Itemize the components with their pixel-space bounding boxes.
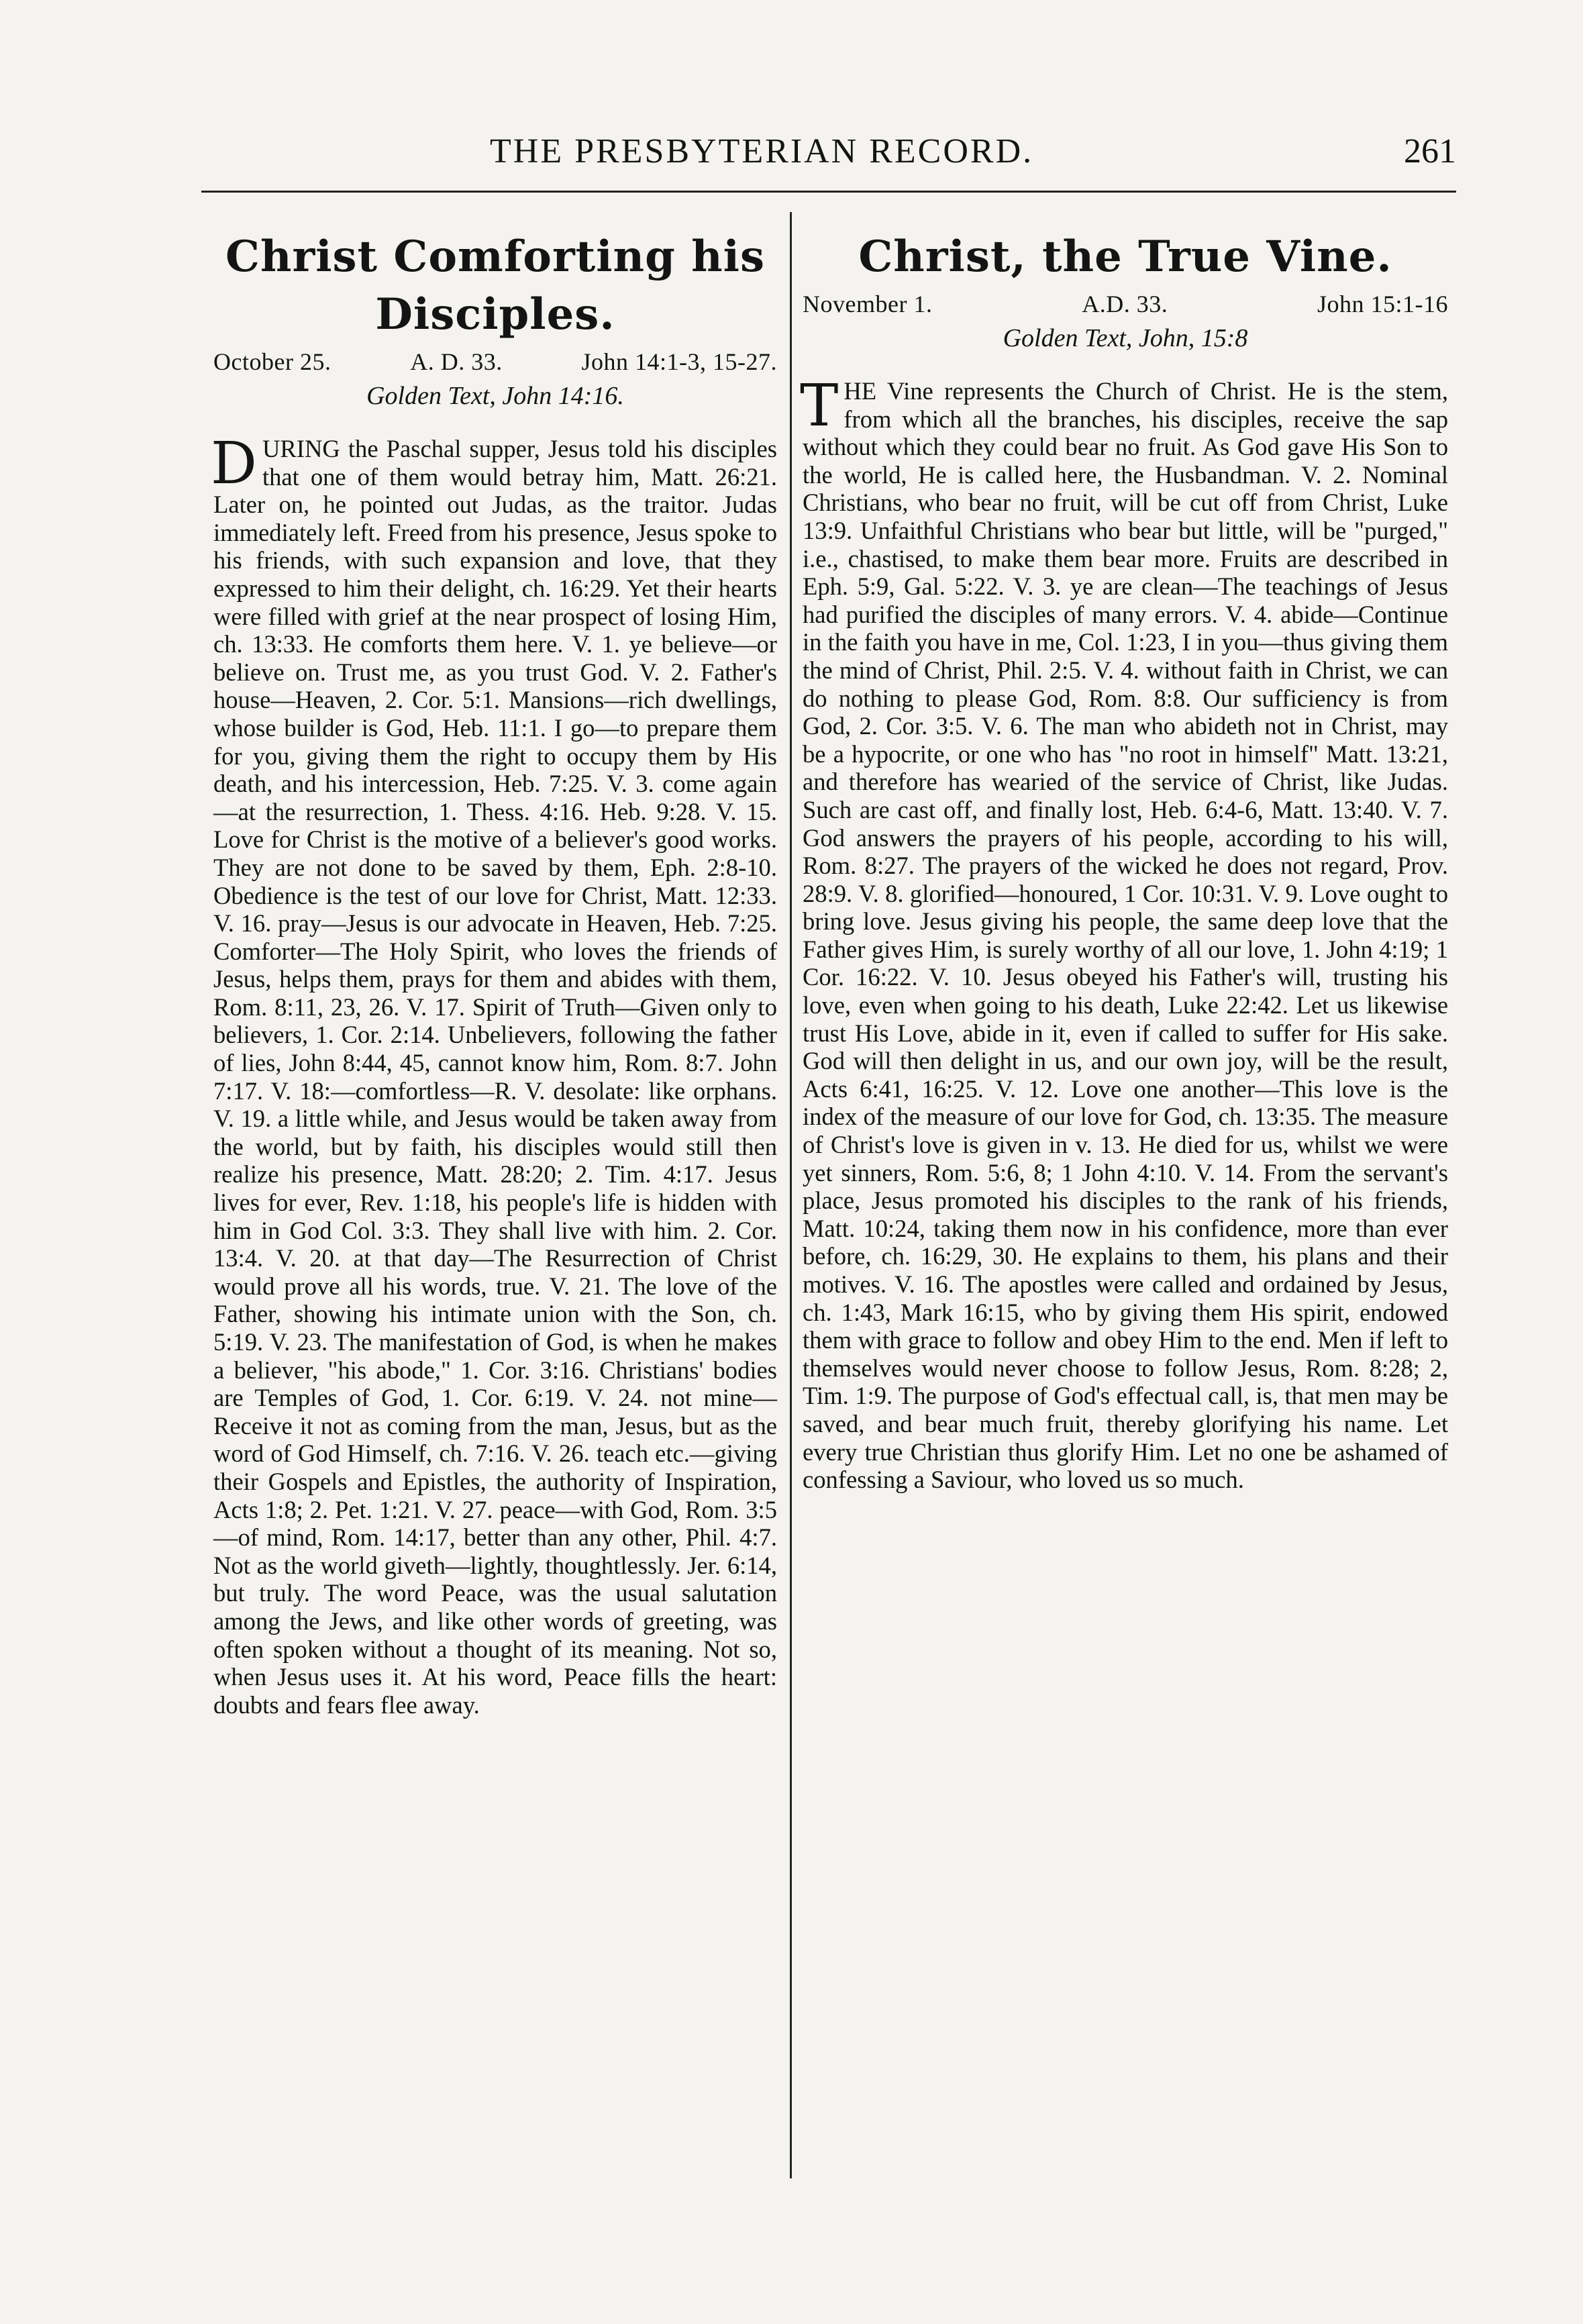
header-rule — [201, 191, 1456, 193]
lesson-reference: John 15:1-16 — [1317, 291, 1448, 317]
lesson-body-text: HE Vine represents the Church of Christ. He is the stem, from which all the branches, his disciples, receive the sap without which they could bear no fruit. As God gave His Son to the world, He is called here, the Husbandman. V. 2. Nominal Christians, who bear no fruit, will be cut off from Christ, Luke 13:9. Unfaithful Christians who bear but little, will be "purged," i.e., chastised, to make them bear more. Fruits are described in Eph. 5:9, Gal. 5:22. V. 3. ye are clean—The teachings of Jesus had purified the disciples of many errors. V. 4. abide—Continue in the faith you have in me, Col. 1:23, I in you—thus giving them the mind of Christ, Phil. 2:5. V. 4. without faith in Christ, we can do nothing to please God, Rom. 8:8. Our sufficiency is from God, 2. Cor. 3:5. V. 6. The man who abideth not in Christ, may be a hypocrite, or one who has "no root in himself" Matt. 13:21, and therefore has wearied of the service of Christ, like Judas. Such are cast off, and finally lost, Heb. 6:4-6, Matt. 13:40. V. 7. God answers the prayers of his people, according to his will, Rom. 8:27. The prayers of the wicked he does not regard, Prov. 28:9. V. 8. glorified—honoured, 1 Cor. 10:31. V. 9. Love ought to bring love. Jesus giving his people, the same deep love that the Father gives Him, is surely worthy of all our love, 1. John 4:19; 1 Cor. 16:22. V. 10. Jesus obeyed his Father's will, trusting his love, even when going to his death, Luke 22:42. Let us likewise trust His Love, abide in it, even if called to suffer for His sake. God will then delight in us, and our own joy, will be the result, Acts 6:41, 16:25. V. 12. Love one another—This love is the index of the measure of our love for God, ch. 13:35. The measure of Christ's love is given in v. 13. He died for us, whilst we were yet sinners, Rom. 5:6, 8; 1 John 4:10. V. 14. From the servant's place, Jesus promoted his disciples to the rank of his friends, Matt. 10:24, taking them now in his confidence, more than ever before, ch. 16:29, 30. He explains to them, his plans and their motives. V. 16. The apostles were called and ordained by Jesus, ch. 1:43, Mark 16:15, who by giving them His spirit, endowed them with grace to follow and obey Him to the end. Men if left to themselves would never choose to follow Jesus, Rom. 8:28; 2, Tim. 1:9. The purpose of God's effectual call, is, that men may be saved, and bear much fruit, thereby glorifying his name. Let every true Christian thus glorify Him. Let no one be ashamed of confessing a Saviour, who loved us so much. — [803, 377, 1448, 1494]
lesson-meta — [803, 289, 1448, 319]
lesson-column-right — [800, 228, 1448, 1494]
drop-cap: D — [211, 430, 257, 497]
lesson-body-text: URING the Paschal supper, Jesus told his disciples that one of them would betray him, Matt. 26:21. Later on, he pointed out Judas, as the traitor. Judas immediately left. Freed from his presence, Jesus spoke to his friends, with such expansion and love, that they expressed to him their delight, ch. 16:29. Yet their hearts were filled with grief at the near prospect of losing Him, ch. 13:33. He comforts them here. V. 1. ye believe—or believe on. Trust me, as you trust God. V. 2. Father's house—Heaven, 2. Cor. 5:1. Mansions—rich dwellings, whose builder is God, Heb. 11:1. I go—to prepare them for you, giving them the right to occupy them by His death, and his intercession, Heb. 7:25. V. 3. come again—at the resurrection, 1. Thess. 4:16. Heb. 9:28. V. 15. Love for Christ is the motive of a believer's good works. They are not done to be saved by them, Eph. 2:8-10. Obedience is the test of our love for Christ, Matt. 12:33. V. 16. pray—Jesus is our advocate in Heaven, Heb. 7:25. Comforter—The Holy Spirit, who loves the friends of Jesus, helps them, prays for them and abides with them, Rom. 8:11, 23, 26. V. 17. Spirit of Truth—Given only to believers, 1. Cor. 2:14. Unbelievers, following the father of lies, John 8:44, 45, cannot know him, Rom. 8:7. John 7:17. V. 18:—comfortless—R. V. desolate: like orphans. V. 19. a little while, and Jesus would be taken away from the world, but by faith, his disciples would still then realize his presence, Matt. 28:20; 2. Tim. 4:17. Jesus lives for ever, Rev. 1:18, his people's life is hidden with him in God Col. 3:3. They shall live with him. 2. Cor. 13:4. V. 20. at that day—The Resurrection of Christ would prove all his words, true. V. 21. The love of the Father, showing his intimate union with the Son, ch. 5:19. V. 23. The manifestation of God, is when he makes a believer, "his abode," 1. Cor. 3:16. Christians' bodies are Temples of God, 1. Cor. 6:19. V. 24. not mine—Receive it not as coming from the man, Jesus, but as the word of God Himself, ch. 7:16. V. 26. teach etc.—giving their Gospels and Epistles, the authority of Inspiration, Acts 1:8; 2. Pet. 1:21. V. 27. peace—with God, Rom. 3:5—of mind, Rom. 14:17, better than any other, Phil. 4:7. Not as the world giveth—lightly, thoughtlessly. Jer. 6:14, but truly. The word Peace, was the usual salutation among the Jews, and like other words of greeting, was often spoken without a thought of its meaning. Not so, when Jesus uses it. At his word, Peace fills the heart: doubts and fears flee away. — [213, 435, 777, 1719]
column-divider — [790, 212, 792, 2178]
lesson-column-left — [213, 228, 777, 1719]
lesson-body — [800, 372, 1448, 1494]
lesson-title: Christ Comforting his Disciples. — [225, 232, 765, 340]
golden-text: Golden Text, John, 15:8 — [1003, 324, 1248, 352]
lesson-reference: John 14:1-3, 15-27. — [581, 348, 777, 375]
lesson-meta — [213, 346, 777, 377]
lesson-title: Christ, the True Vine. — [858, 232, 1392, 282]
golden-text: Golden Text, John 14:16. — [366, 382, 624, 410]
lesson-date: October 25. — [213, 348, 331, 375]
running-head — [201, 132, 1456, 188]
lesson-date: November 1. — [803, 291, 933, 317]
lesson-year: A.D. 33. — [1082, 291, 1168, 317]
drop-cap: T — [800, 372, 839, 440]
lesson-year: A. D. 33. — [410, 348, 503, 375]
page-number: 261 — [1404, 132, 1456, 170]
journal-title: THE PRESBYTERIAN RECORD. — [490, 132, 1034, 170]
lesson-body — [211, 430, 777, 1719]
